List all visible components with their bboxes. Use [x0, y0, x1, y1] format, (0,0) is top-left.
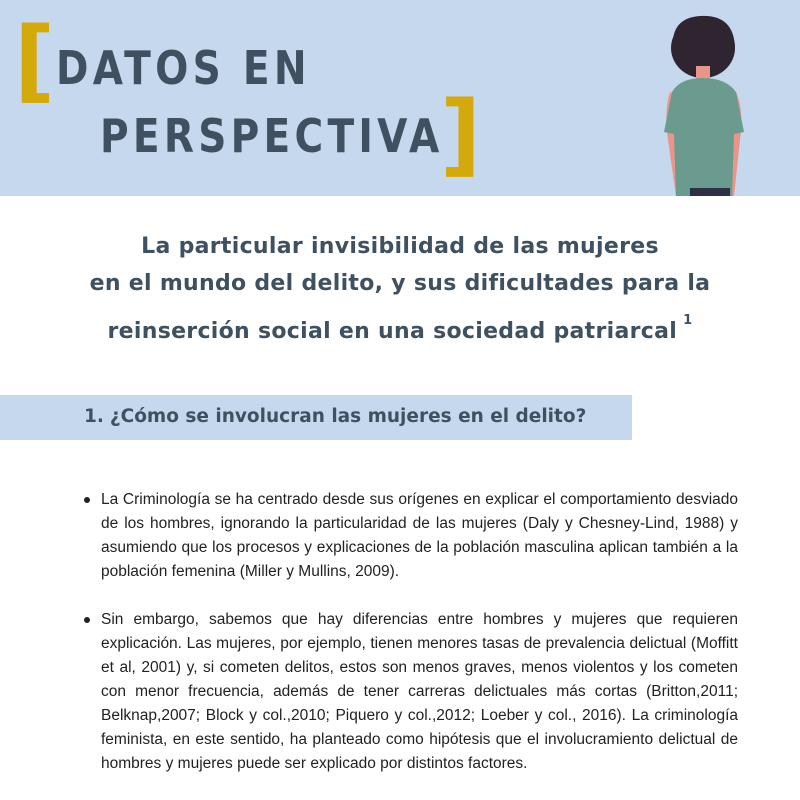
subtitle-line-1: La particular invisibilidad de las mujeres — [141, 234, 659, 259]
subtitle-line-3-wrapper — [0, 302, 800, 350]
header-banner — [0, 0, 800, 196]
document-subtitle — [0, 228, 800, 350]
section-number: 1. — [84, 406, 104, 427]
bullet-icon — [84, 497, 90, 503]
bullet-icon — [84, 617, 90, 623]
bullet-text: Sin embargo, sabemos que hay diferencias entre hombres y mujeres que requieren explicación. Las mujeres, por ejemplo, tienen menores tasas de prevalencia delictual (Moffitt et al, 2001) y, si cometen delitos, estos son menos graves, menos violentos y los cometen con menor frecuencia, además de tener carreras delictuales más cortas (Britton,2011; Belknap,2007; Block y col.,2010; Piquero y col.,2012; Loeber y col., 2016). La criminología feminista, en este sentido, ha planteado como hipótesis que el involucramiento delictual de hombres y mujeres puede ser explicado por distintos factores. — [101, 611, 738, 772]
subtitle-line-2: en el mundo del delito, y sus dificultades para la — [89, 271, 711, 296]
header-title-line-1: DATOS EN — [56, 41, 311, 95]
list-item — [84, 608, 738, 776]
woman-figure-icon — [640, 0, 780, 196]
bracket-close: ] — [440, 82, 482, 187]
section-title: ¿Cómo se involucran las mujeres en el delito? — [109, 406, 587, 427]
header-title-line-2: PERSPECTIVA — [100, 109, 444, 163]
bracket-open: [ — [14, 8, 56, 113]
section-heading-bar — [0, 395, 632, 440]
list-item — [84, 488, 738, 584]
bullet-text: La Criminología se ha centrado desde sus orígenes en explicar el comportamiento desviado de los hombres, ignorando la particularidad de las mujeres (Daly y Chesney-Lind, 1988) y asumiendo que los procesos y explicaciones de la población masculina aplican también a la población femenina (Miller y Mullins, 2009). — [101, 491, 738, 580]
section-heading — [84, 403, 586, 431]
bullet-list — [84, 488, 738, 776]
footnote-marker: 1 — [683, 313, 693, 328]
subtitle-line-3: reinserción social en una sociedad patriarcal — [107, 319, 678, 344]
